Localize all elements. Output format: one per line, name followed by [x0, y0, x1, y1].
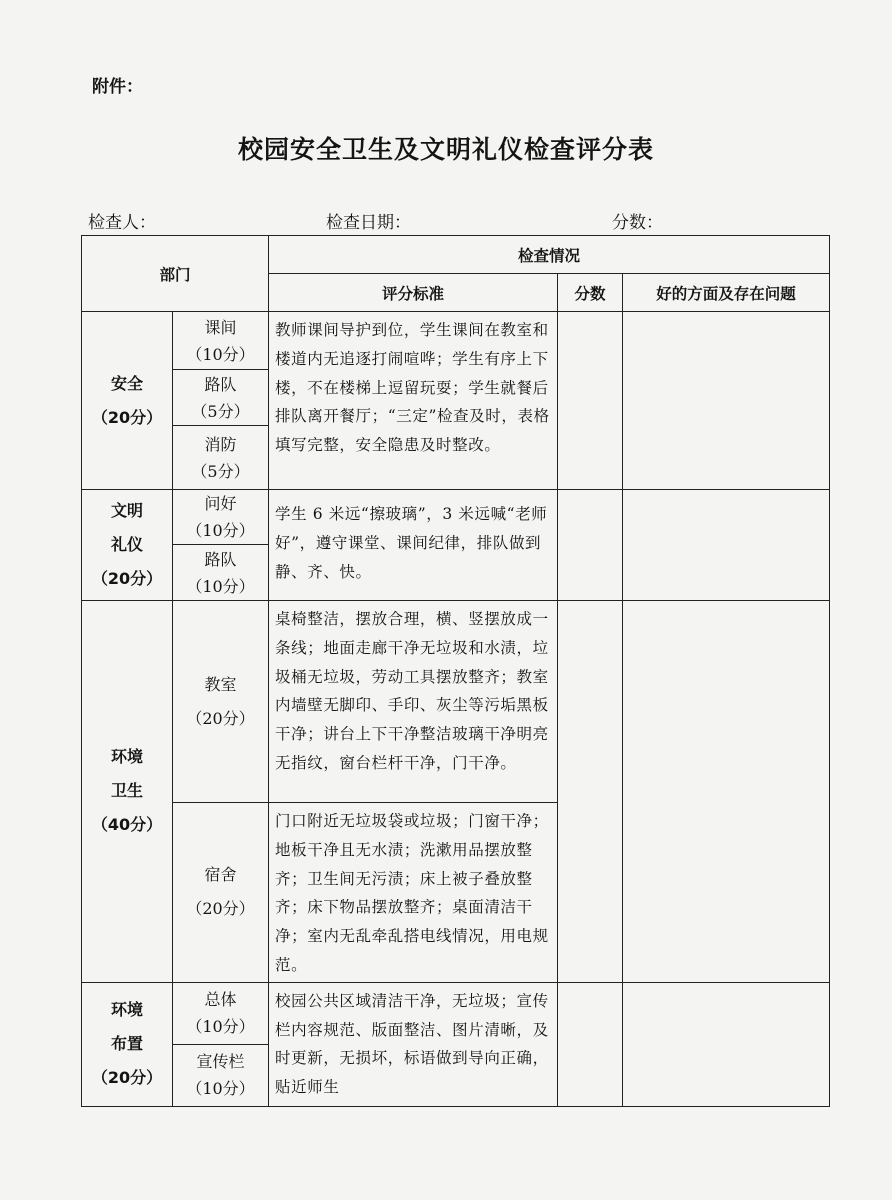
header-score: 分数 [558, 274, 623, 312]
header-row-1 [82, 236, 830, 274]
notes-cell-layout[interactable] [623, 982, 830, 1106]
section-layout: 环境 布置 （20分） [82, 982, 173, 1106]
item-bulletin: 宣传栏 （10分） [173, 1044, 269, 1106]
table-row [82, 312, 830, 370]
table-row [82, 982, 830, 1044]
item-queue: 路队 （5分） [173, 370, 269, 426]
notes-cell-safety[interactable] [623, 312, 830, 490]
section-etiquette: 文明 礼仪 （20分） [82, 490, 173, 601]
section-safety: 安全 （20分） [82, 312, 173, 490]
header-department: 部门 [82, 236, 269, 312]
item-fire: 消防 （5分） [173, 426, 269, 490]
attachment-label: 附件： [92, 77, 143, 97]
inspection-date-label: 检查日期： [326, 213, 411, 233]
header-inspection: 检查情况 [269, 236, 830, 274]
inspector-label: 检查人： [88, 213, 156, 233]
scoring-table [81, 235, 830, 1107]
item-classroom: 教室 （20分） [173, 601, 269, 803]
item-overall: 总体 （10分） [173, 982, 269, 1044]
score-cell-hygiene[interactable] [558, 601, 623, 983]
score-cell-etiquette[interactable] [558, 490, 623, 601]
notes-cell-hygiene[interactable] [623, 601, 830, 983]
section-hygiene: 环境 卫生 （40分） [82, 601, 173, 983]
score-cell-layout[interactable] [558, 982, 623, 1106]
criteria-classroom: 桌椅整洁，摆放合理，横、竖摆放成一条线；地面走廊干净无垃圾和水渍，垃圾桶无垃圾，劳动工具摆放整齐；教室内墙壁无脚印、手印、灰尘等污垢黑板干净；讲台上下干净整洁玻璃干净明亮无指纹，窗台栏杆干净，门干净。 [269, 601, 558, 803]
criteria-dormitory: 门口附近无垃圾袋或垃圾；门窗干净；地板干净且无水渍；洗漱用品摆放整齐；卫生间无污渍；床上被子叠放整齐；床下物品摆放整齐；桌面清洁干净；室内无乱牵乱搭电线情况，用电规范。 [269, 803, 558, 983]
header-criteria: 评分标准 [269, 274, 558, 312]
form-title: 校园安全卫生及文明礼仪检查评分表 [237, 135, 654, 164]
criteria-etiquette: 学生 6 米远“擦玻璃”，3 米远喊“老师好”，遵守课堂、课间纪律，排队做到静、齐、快。 [269, 490, 558, 601]
item-greeting: 问好 （10分） [173, 490, 269, 545]
item-break: 课间 （10分） [173, 312, 269, 370]
table-row [82, 601, 830, 803]
criteria-safety: 教师课间导护到位，学生课间在教室和楼道内无追逐打闹喧哗；学生有序上下楼，不在楼梯上逗留玩耍；学生就餐后排队离开餐厅；“三定”检查及时，表格填写完整，安全隐患及时整改。 [269, 312, 558, 490]
table-row [82, 490, 830, 545]
criteria-layout: 校园公共区域清洁干净，无垃圾；宣传栏内容规范、版面整洁、图片清晰，及时更新，无损坏，标语做到导向正确，贴近师生 [269, 982, 558, 1106]
item-dormitory: 宿舍 （20分） [173, 803, 269, 983]
item-queue-2: 路队 （10分） [173, 545, 269, 601]
notes-cell-etiquette[interactable] [623, 490, 830, 601]
score-cell-safety[interactable] [558, 312, 623, 490]
header-notes: 好的方面及存在问题 [623, 274, 830, 312]
total-score-label: 分数： [612, 213, 663, 233]
